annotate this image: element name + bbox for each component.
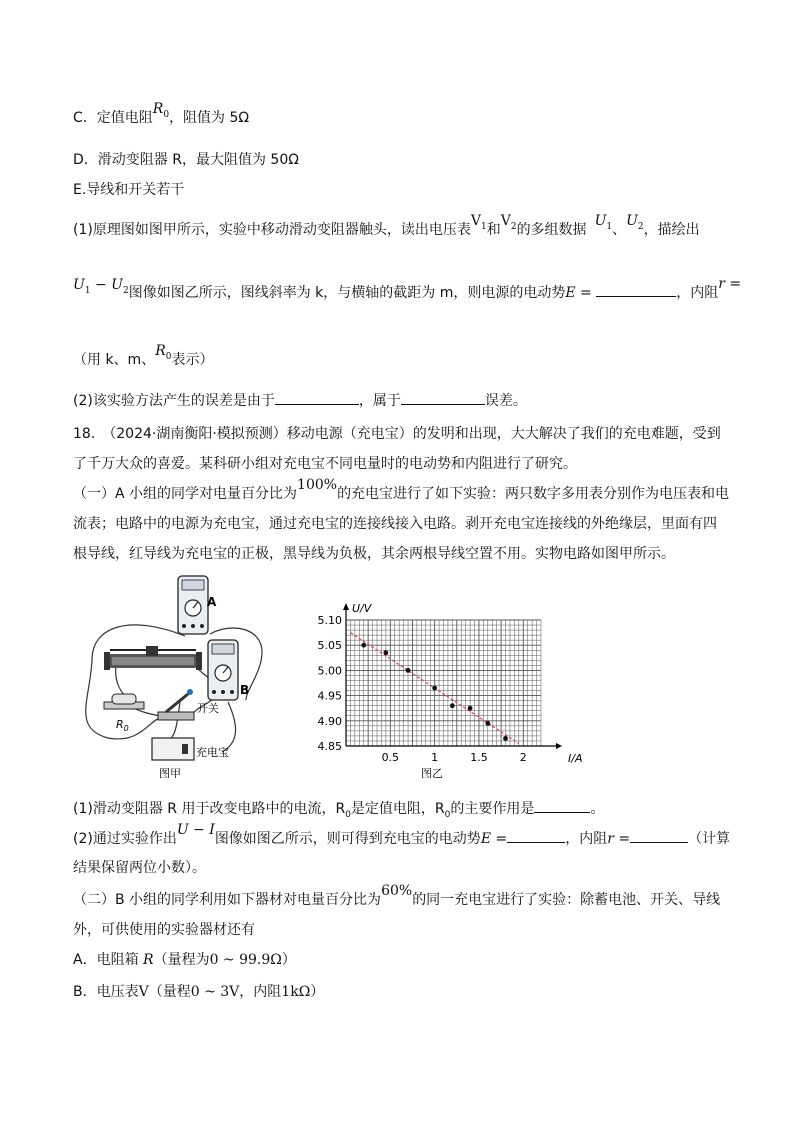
q1-note-text: （用 k、m、 [73,352,156,368]
b-text: B．电压表 [73,984,139,1000]
r-symbol: r = [718,276,742,292]
q2-text-b: ，属于 [358,393,401,409]
option-c-value: ，阻值为 5Ω [169,110,250,126]
power-bank [152,738,229,760]
y-axis-arrow [343,603,349,610]
x-tick-label: 1.5 [470,751,488,764]
g1-text: （一）A 小组的同学对电量百分比为 [73,486,298,502]
figure-jia-caption: 图甲 [159,767,181,780]
data-point [485,721,490,726]
q1-and: 和 [486,222,501,238]
equipment-b [73,982,324,1002]
y-tick-label: 5.05 [317,639,342,653]
data-point [406,668,411,673]
b-resistance: 1kΩ [281,984,311,1000]
chart-ticks [318,614,527,764]
figures [0,570,800,785]
option-c-text: C．定值电阻 [73,110,153,126]
y-tick-label: 4.85 [317,740,342,753]
option-d: D．滑动变阻器 R，最大阻值为 50Ω [73,152,299,168]
x-axis-arrow [556,743,562,749]
data-point [503,736,508,741]
group-1-line-2: 流表；电路中的电源为充电宝，通过充电宝的连接线接入电路。剥开充电宝连接线的外绝缘层，里面有四 [73,516,717,532]
option-e: E.导线和开关若干 [73,182,185,198]
fixed-resistor-r0 [104,694,144,733]
b-range: 0 ~ 3V [190,984,240,1000]
multimeter-b [208,640,249,700]
problem-18-line-1: 18. （2024·湖南衡阳·模拟预测）移动电源（充电宝）的发明和出现，大大解决了我们的充电难题，受到 [73,426,721,442]
s1-text: (1)滑动变阻器 R 用于改变电路中的电流，$R_0$是定值电阻，$R_0$的主要作用是 [73,801,535,820]
sub-question-2 [73,822,731,849]
question-1-line-1 [73,213,700,246]
v1-symbol: $V_1$ [470,213,487,232]
q2-text: (2)该实验方法产生的误差是由于 [73,393,275,409]
q1-text: (1)原理图如图甲所示，实验中移动滑动变阻器触头，读出电压表 [73,222,471,238]
emf-symbol-2: E = [480,831,508,847]
s2-text-b: 图像如图乙所示，则可得到充电宝的电动势 [214,831,481,847]
y-tick-label: 5.00 [317,664,342,678]
switch-label: 开关 [197,702,219,715]
data-point [383,650,388,655]
emf-value-blank[interactable] [507,828,565,843]
q1-text-b: 的多组数据 [516,222,587,238]
data-point [450,703,455,708]
rheostat [104,646,202,670]
y-tick-label: 5.10 [317,614,342,627]
chart-grid [346,620,541,746]
y-axis-label: U/V [352,602,372,615]
x-axis-label: I/A [568,752,583,765]
percent-100: 100% [297,477,338,493]
q1-separator: 、 [612,222,627,238]
r0-label: $R_0$ [116,718,129,733]
x-tick-label: 1 [431,751,439,764]
q2-text-c: 误差。 [484,393,527,409]
r-symbol-2: r = [607,831,631,847]
meter-b-label: B [240,683,250,697]
sub-question-1 [73,798,604,825]
r-value-blank[interactable] [630,828,688,843]
voltmeter-symbol: V [138,984,149,1000]
q1-text-d: 图像如图乙所示，图线斜率为 k，与横轴的截距为 m，则电源的电动势 [128,285,566,301]
x-tick-label: 0.5 [381,751,400,764]
u2-symbol: $U_2$ [626,213,644,232]
q1-text-c: ，描绘出 [643,222,700,238]
question-1-note [73,343,214,376]
u-i-symbol: U − I [176,822,215,838]
r0-symbol: $R_0$ [152,101,170,120]
power-bank-label: 充电宝 [196,746,229,759]
data-point [468,706,473,711]
s2-text-d: （计算 [688,831,731,847]
u1-symbol: $U_1$ [594,213,613,232]
figure-yi-caption: 图乙 [421,767,443,780]
y-tick-label: 4.95 [317,689,342,703]
problem-18-line-2: 了千万大众的喜爱。某科研小组对充电宝不同电量时的电动势和内阻进行了研究。 [73,456,577,472]
group-2-line-1 [73,883,721,910]
s1-end: 。 [590,801,605,817]
x-tick-label: 2 [519,751,527,764]
group-1-line-3: 根导线，红导线为充电宝的正极，黑导线为负极，其余两根导线空置不用。实物电路如图甲所示。 [73,546,675,562]
r0-symbol-note: $R_0$ [155,343,172,362]
g2-text-b: 的同一充电宝进行了实验：除蓄电池、开关、导线 [412,892,721,908]
equipment-a [73,950,296,970]
group-1-line-1 [73,477,730,504]
a-text: A．电阻箱 [73,952,139,968]
option-c [73,101,250,134]
q2-type-blank[interactable] [401,390,485,405]
b-text-d: ） [310,984,325,1000]
meter-a-label: A [207,595,217,609]
u1-u2-expression: $U_1 - U_2$ [73,277,129,296]
a-range: 0 ~ 99.9Ω [209,952,282,968]
ui-chart [318,602,583,780]
data-point [432,686,437,691]
group-2-line-2: 外，可供使用的实验器材还有 [73,922,255,938]
q2-reason-blank[interactable] [275,390,359,405]
y-tick-label: 4.90 [317,714,342,728]
question-1-line-2 [73,276,742,309]
question-2 [73,390,527,411]
q1-note-text-b: 表示） [171,352,214,368]
b-text-c: ，内阻 [239,984,282,1000]
resistor-box-symbol: R [143,952,154,968]
s2-text: (2)通过实验作出 [73,831,177,847]
sub-question-2-line-2: 结果保留两位小数）。 [73,860,206,876]
g2-text: （二）B 小组的同学利用如下器材对电量百分比为 [73,892,382,908]
v2-symbol: $V_2$ [500,213,517,232]
circuit-figure [86,576,262,780]
a-text-c: ） [281,952,296,968]
a-text-b: （量程为 [153,952,210,968]
s2-text-c: ，内阻 [565,831,608,847]
data-point [361,643,366,648]
emf-symbol: E = [565,285,592,301]
percent-60: 60% [381,883,413,899]
emf-answer-blank[interactable] [596,282,676,297]
q1-text-e: ，内阻 [676,285,719,301]
b-text-b: （量程 [148,984,191,1000]
r0-role-blank[interactable] [534,798,590,813]
g1-text-b: 的充电宝进行了如下实验：两只数字多用表分别作为电压表和电 [337,486,730,502]
multimeter-a [178,576,217,634]
